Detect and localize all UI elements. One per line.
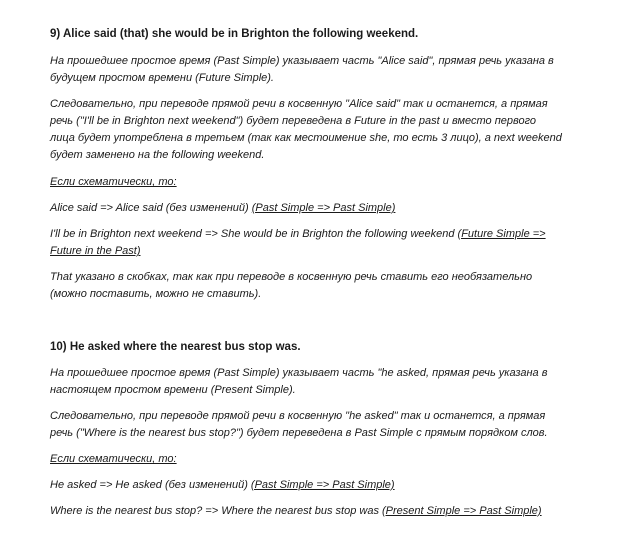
section-9-heading: 9) Alice said (that) she would be in Brighton the following weekend.	[50, 28, 419, 40]
section-10-rule-2	[50, 504, 542, 518]
section-9-paragraph-2-line-4: будет заменено на the following weekend.	[50, 149, 265, 161]
section-10-paragraph-1-line-1: На прошедшее простое время (Past Simple) указывает часть "he asked, прямая речь указана в	[50, 367, 548, 379]
section-9-rule-2-line-1	[50, 227, 546, 241]
section-9-paragraph-3-line-2: (можно поставить, можно не ставить).	[50, 288, 262, 300]
section-10-rule-1	[50, 478, 395, 492]
section-10-paragraph-2-line-2: речь ("Where is the nearest bus stop?") будет переведена в Past Simple с прямым порядком слов.	[50, 427, 548, 439]
section-9-rule-1	[50, 201, 395, 215]
section-9-rule-1-note: (Past Simple => Past Simple)	[251, 202, 396, 214]
section-9-rule-1-text: Alice said => Alice said (без изменений)	[50, 202, 252, 214]
section-10-scheme-label: Если схематически, то:	[50, 453, 177, 465]
section-10-heading: 10) He asked where the nearest bus stop was.	[50, 341, 301, 353]
section-9-paragraph-3-line-1: That указано в скобках, так как при переводе в косвенную речь ставить его необязательно	[50, 271, 533, 283]
section-9-paragraph-2-line-3: лица будет употреблена в третьем (так как местоимение she, то есть 3 лицо), а next weekend	[50, 132, 562, 144]
section-10-rule-1-text: He asked => He asked (без изменений)	[50, 479, 251, 491]
section-9-rule-2-note-line-1: (Future Simple =>	[457, 228, 546, 240]
section-9-rule-2-note-line-2: Future in the Past)	[50, 245, 141, 257]
section-10-paragraph-2-line-1: Следовательно, при переводе прямой речи в косвенную "he asked" так и останется, а прямая	[50, 410, 546, 422]
section-10-rule-2-text: Where is the nearest bus stop? => Where the nearest bus stop was	[50, 505, 383, 517]
section-10-paragraph-1-line-2: настоящем простом времени (Present Simple).	[50, 384, 296, 396]
section-9-rule-2-text: I'll be in Brighton next weekend => She would be in Brighton the following weekend	[50, 228, 458, 240]
section-9-paragraph-1-line-1: На прошедшее простое время (Past Simple) указывает часть "Alice said", прямая речь указана в	[50, 55, 554, 67]
section-10-rule-2-note: (Present Simple => Past Simple)	[382, 505, 542, 517]
section-9-paragraph-1-line-2: будущем простом времени (Future Simple).	[50, 72, 274, 84]
section-9-paragraph-2-line-1: Следовательно, при переводе прямой речи в косвенную "Alice said" так и останется, а прямая	[50, 98, 548, 110]
section-10-rule-1-note: (Past Simple => Past Simple)	[250, 479, 395, 491]
section-9-scheme-label: Если схематически, то:	[50, 176, 177, 188]
section-9-paragraph-2-line-2: речь ("I'll be in Brighton next weekend") будет переведена в Future in the past и вместо первого	[50, 115, 537, 127]
